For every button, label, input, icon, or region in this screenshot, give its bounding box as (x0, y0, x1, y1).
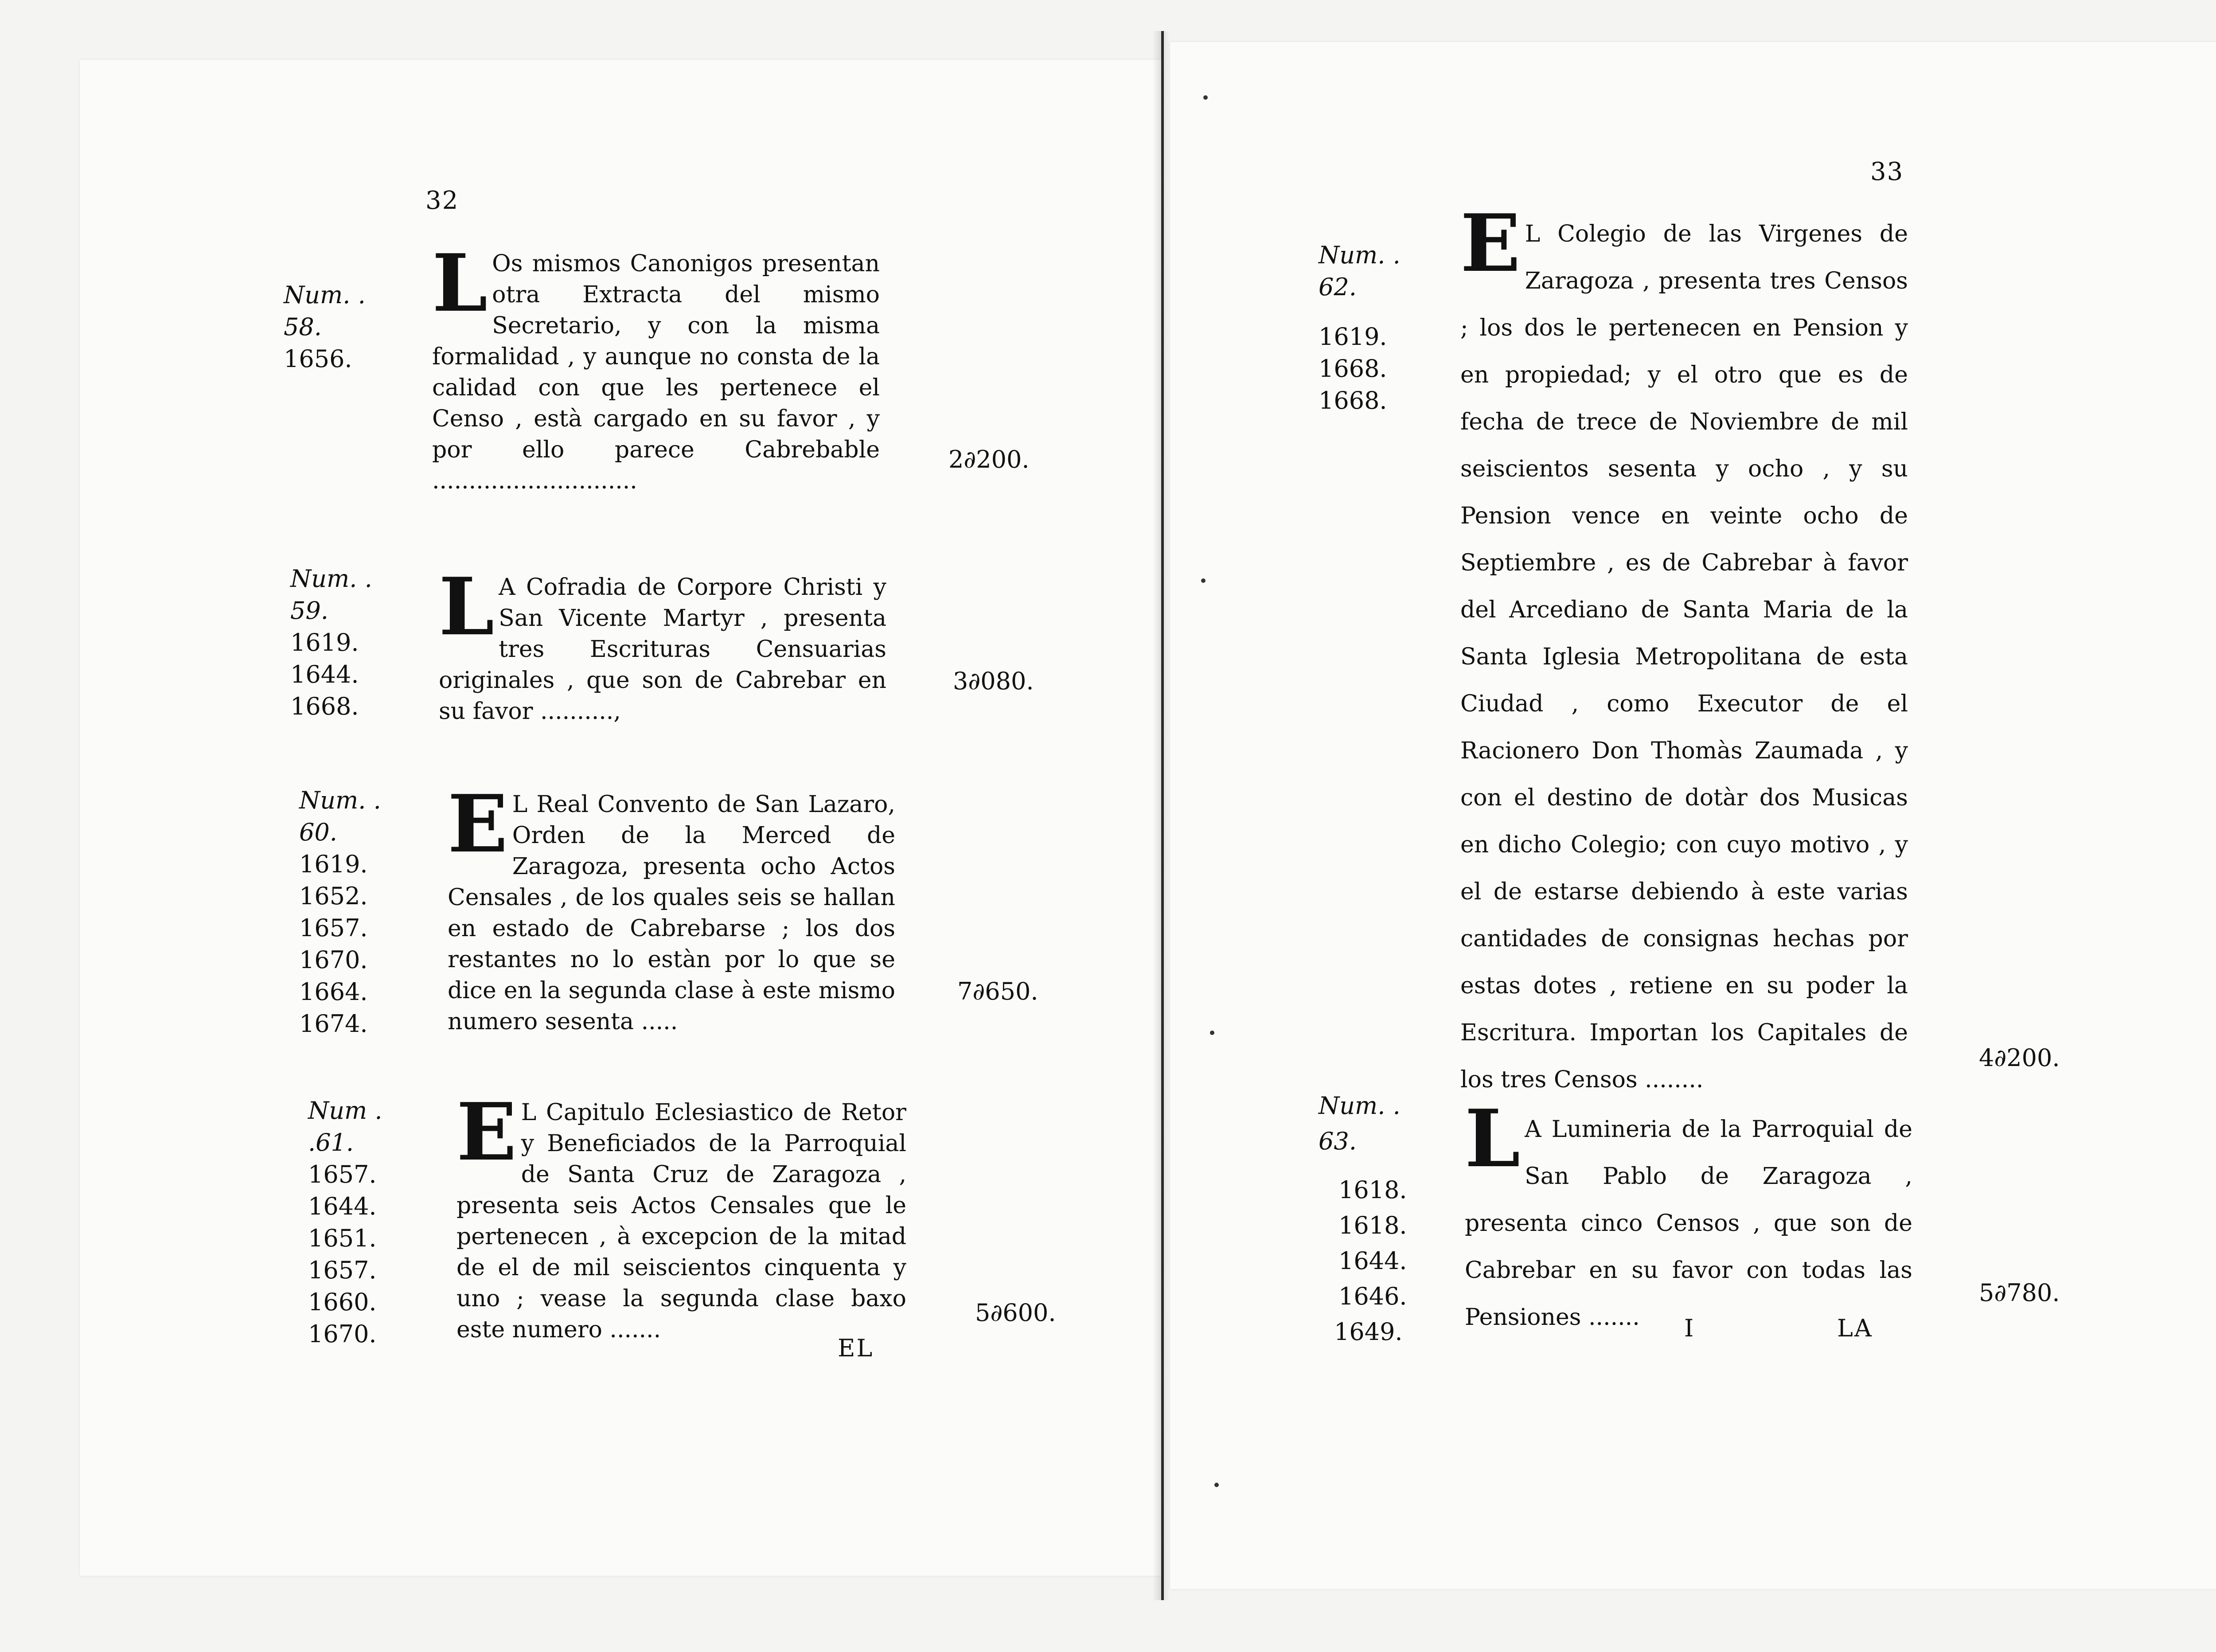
entry-year: 1618. (1338, 1211, 1407, 1239)
entry-61-text-block (456, 1086, 906, 1345)
entry-year: 1619. (299, 850, 368, 878)
entry-61-margin (308, 1095, 423, 1350)
entry-60-margin (299, 785, 414, 1040)
entry-59-text-block (439, 560, 886, 727)
entry-59-margin (290, 563, 406, 723)
paper-speck (1203, 95, 1208, 100)
entry-59-amount: 3∂080. (953, 667, 1034, 695)
entry-63-margin (1319, 1088, 1434, 1350)
entry-year: 1618. (1338, 1176, 1407, 1204)
entry-58-amount: 2∂200. (948, 445, 1030, 473)
entry-year: 1619. (1319, 323, 1387, 351)
entry-year: 1657. (308, 1256, 377, 1284)
entry-num-label: Num. . 60. (299, 786, 381, 846)
entry-61-amount: 5∂600. (975, 1299, 1056, 1327)
drop-cap: L (439, 560, 495, 653)
entry-year: 1657. (299, 914, 368, 942)
entry-num-label: Num. . 58. (284, 281, 366, 341)
entry-62-text-block (1460, 197, 1908, 1103)
signature-mark: I (1684, 1314, 1694, 1342)
entry-58-text-block (432, 237, 880, 496)
entry-year: 1657. (308, 1160, 377, 1188)
entry-63-text-block (1465, 1092, 1912, 1341)
entry-63-amount: 5∂780. (1979, 1279, 2060, 1307)
drop-cap: L (1465, 1092, 1521, 1185)
left-page-number: 32 (425, 186, 459, 215)
entry-num-label: Num. . 63. (1319, 1092, 1401, 1155)
entry-year: 1649. (1334, 1318, 1403, 1346)
entry-year: 1619. (290, 629, 359, 656)
right-catchword: LA (1837, 1314, 1873, 1342)
entry-60-text: L Real Convento de San Lazaro, Orden de la Merced de Zaragoza, presenta ocho Actos Censales , de los quales seis se hallan en estado de Cabrebarse ; los dos restantes no lo estàn por lo que se dice en la segunda clase à este mismo numero sesenta ..... (448, 791, 895, 1035)
entry-59-text: A Cofradia de Corpore Christi y San Vicente Martyr , presenta tres Escrituras Censuarias originales , que son de Cabrebar en su favor .........., (439, 574, 886, 725)
entry-year: 1660. (308, 1288, 377, 1316)
drop-cap: L (432, 237, 488, 329)
entry-62-text: L Colegio de las Virgenes de Zaragoza , presenta tres Censos ; los dos le pertenecen en Pension y en propiedad; y el otro que es de fecha de trece de Noviembre de mil seiscientos sesenta y ocho , y su Pension vence en veinte ocho de Septiembre , es de Cabrebar à favor del Arcediano de Santa Maria de la Santa Iglesia Metropolitana de esta Ciudad , como Executor de el Racionero Don Thomàs Zaumada , y con el destino de dotàr dos Musicas en dicho Colegio; con cuyo motivo , y el de estarse debiendo à este varias cantidades de consignas hechas por estas dotes , retiene en su poder la Escritura. Importan los Capitales de los tres Censos ........ (1460, 221, 1908, 1093)
entry-62-amount: 4∂200. (1979, 1044, 2060, 1072)
entry-year: 1644. (290, 660, 359, 688)
entry-year: 1674. (299, 1010, 368, 1038)
entry-num-label: Num. . 62. (1319, 241, 1401, 301)
entry-year: 1651. (308, 1224, 377, 1252)
paper-speck (1201, 578, 1206, 583)
entry-num-label: Num. . 59. (290, 565, 372, 625)
entry-year: 1670. (308, 1320, 377, 1348)
entry-year: 1668. (1319, 355, 1387, 383)
entry-year: 1644. (308, 1192, 377, 1220)
drop-cap: E (448, 777, 508, 870)
left-catchword: EL (838, 1334, 874, 1362)
entry-63-text: A Lumineria de la Parroquial de San Pablo de Zaragoza , presenta cinco Censos , que son de Cabrebar en su favor con todas las Pensiones ....... (1465, 1116, 1912, 1331)
paper-speck (1210, 1031, 1214, 1035)
entry-year: 1652. (299, 882, 368, 910)
entry-year: 1664. (299, 978, 368, 1006)
entry-60-text-block (448, 777, 895, 1037)
entry-year: 1656. (284, 345, 352, 373)
drop-cap: E (456, 1086, 517, 1178)
entry-year: 1668. (290, 692, 359, 720)
entry-year: 1668. (1319, 387, 1387, 414)
entry-60-amount: 7∂650. (957, 977, 1038, 1005)
entry-num-label: Num . .61. (308, 1097, 382, 1156)
entry-62-margin (1319, 239, 1434, 417)
entry-year: 1646. (1338, 1282, 1407, 1310)
entry-58-text: Os mismos Canonigos presentan otra Extracta del mismo Secretario, y con la misma formalidad , y aunque no consta de la calidad con que les pertenece el Censo , està cargado en su favor , y por ello parece Cabrebable ............................ (432, 250, 880, 494)
entry-year: 1644. (1338, 1247, 1407, 1275)
right-page-number: 33 (1870, 157, 1904, 186)
entry-year: 1670. (299, 946, 368, 974)
drop-cap: E (1460, 197, 1521, 289)
book-gutter (1161, 31, 1164, 1600)
paper-speck (1214, 1483, 1219, 1487)
entry-61-text: L Capitulo Eclesiastico de Retor y Beneficiados de la Parroquial de Santa Cruz de Zaragoza , presenta seis Actos Censales que le pertenecen , à excepcion de la mitad de el de mil seiscientos cinquenta y uno ; vease la segunda clase baxo este numero ....... (456, 1099, 906, 1343)
entry-58-margin (284, 279, 399, 375)
